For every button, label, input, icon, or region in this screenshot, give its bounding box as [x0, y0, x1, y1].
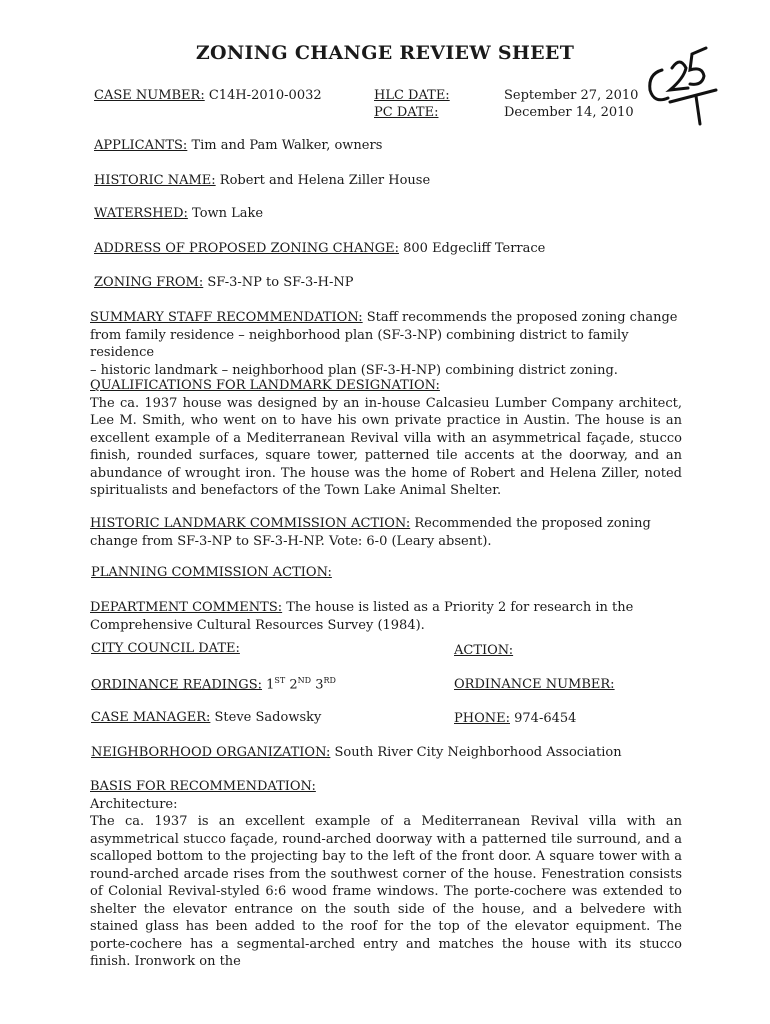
ordinance-readings-label: ORDINANCE READINGS:: [91, 677, 262, 693]
planning-action-label: PLANNING COMMISSION ACTION:: [91, 565, 332, 580]
neighborhood-label: NEIGHBORHOOD ORGANIZATION:: [91, 745, 331, 760]
pc-date-label: PC DATE:: [374, 105, 439, 120]
document-title: ZONING CHANGE REVIEW SHEET: [195, 42, 575, 64]
neighborhood-value: South River City Neighborhood Association: [334, 745, 622, 760]
applicants-row: [94, 138, 382, 153]
case-manager-label: CASE MANAGER:: [91, 710, 211, 725]
basis-section: [90, 778, 682, 971]
basis-label: BASIS FOR RECOMMENDATION:: [90, 779, 316, 794]
qualifications-section: [90, 377, 682, 500]
zoning-from-label: ZONING FROM:: [94, 275, 204, 290]
reading-1: 1: [266, 677, 275, 693]
qualifications-label: QUALIFICATIONS FOR LANDMARK DESIGNATION:: [90, 378, 440, 393]
case-manager-row: [91, 710, 321, 725]
phone-row: [454, 711, 576, 726]
summary-line2: from family residence – neighborhood plan (SF-3-NP) combining district to family residence: [90, 327, 629, 360]
summary-line3: – historic landmark – neighborhood plan (SF-3-H-NP) combining district zoning.: [90, 362, 618, 378]
reading-1-suffix: ST: [274, 676, 286, 685]
case-manager-value: Steve Sadowsky: [214, 710, 322, 725]
summary-line1: Staff recommends the proposed zoning change: [366, 310, 678, 325]
ordinance-readings-row: [91, 676, 336, 692]
address-label: ADDRESS OF PROPOSED ZONING CHANGE:: [94, 241, 399, 256]
action-label: ACTION:: [454, 643, 514, 658]
phone-label: PHONE:: [454, 711, 510, 726]
reading-2: 2: [289, 677, 298, 693]
reading-3: 3: [315, 677, 324, 693]
pc-date-value: December 14, 2010: [504, 105, 634, 120]
planning-action-row: [91, 565, 332, 580]
phone-value: 974-6454: [514, 711, 577, 726]
department-section: [90, 599, 682, 634]
reading-2-suffix: ND: [297, 676, 312, 685]
summary-label: SUMMARY STAFF RECOMMENDATION:: [90, 310, 363, 325]
reading-3-suffix: RD: [323, 676, 336, 685]
handwritten-stamp: [640, 40, 720, 130]
hlc-action-label: HISTORIC LANDMARK COMMISSION ACTION:: [90, 516, 411, 531]
watershed-value: Town Lake: [192, 206, 264, 221]
city-council-date-label: CITY COUNCIL DATE:: [91, 641, 240, 656]
historic-name-value: Robert and Helena Ziller House: [219, 173, 431, 188]
hlc-date-label: HLC DATE:: [374, 88, 450, 103]
applicants-label: APPLICANTS:: [94, 138, 188, 153]
watershed-row: [94, 206, 263, 221]
address-row: [94, 241, 545, 256]
department-label: DEPARTMENT COMMENTS:: [90, 600, 283, 615]
historic-name-row: [94, 173, 430, 188]
neighborhood-row: [91, 745, 622, 760]
hlc-action-line2: change from SF-3-NP to SF-3-H-NP. Vote: 6-0 (Leary absent).: [90, 533, 492, 549]
zoning-from-row: [94, 275, 353, 290]
case-number-value: C14H-2010-0032: [208, 88, 322, 103]
hlc-action-section: [90, 515, 682, 550]
hlc-date-value: September 27, 2010: [504, 88, 639, 103]
department-line2: Comprehensive Cultural Resources Survey (1984).: [90, 617, 425, 633]
address-value: 800 Edgecliff Terrace: [403, 241, 546, 256]
basis-subhead: Architecture:: [90, 796, 178, 812]
qualifications-text: The ca. 1937 house was designed by an in-house Calcasieu Lumber Company architect, Lee M. Smith, who went on to have his own private practice in Austin. The house is an excellent example of a Mediterranean Revival villa with an asymmetrical façade, stucco finish, rounded surfaces, square tower, patterned tile accents at the doorway, and an abundance of wrought iron. The house was the home of Robert and Helena Ziller, noted spiritualists and benefactors of the Town Lake Animal Shelter.: [90, 395, 682, 498]
ordinance-number-label: ORDINANCE NUMBER:: [454, 677, 615, 692]
department-line1: The house is listed as a Priority 2 for research in the: [286, 600, 634, 615]
case-number-row: [94, 88, 322, 103]
hlc-action-line1: Recommended the proposed zoning: [414, 516, 651, 531]
case-number-label: CASE NUMBER:: [94, 88, 205, 103]
zoning-from-value: SF-3-NP to SF-3-H-NP: [207, 275, 354, 290]
watershed-label: WATERSHED:: [94, 206, 188, 221]
historic-name-label: HISTORIC NAME:: [94, 173, 216, 188]
basis-text: The ca. 1937 is an excellent example of a Mediterranean Revival villa with an asymmetrical stucco façade, round-arched doorway with a patterned tile surround, and a scalloped bottom to the projecting bay to the left of the front door. A square tower with a round-arched arcade rises from the southwest corner of the house. Fenestration consists of Colonial Revival-styled 6:6 wood frame windows. The porte-cochere was extended to shelter the elevator entrance on the south side of the house, and a belvedere with stained glass has been added to the roof for the top of the elevator equipment. The porte-cochere has a segmental-arched entry and matches the house with its stucco finish. Ironwork on the: [90, 814, 682, 969]
applicants-value: Tim and Pam Walker, owners: [191, 138, 383, 153]
summary-section: [90, 309, 682, 379]
